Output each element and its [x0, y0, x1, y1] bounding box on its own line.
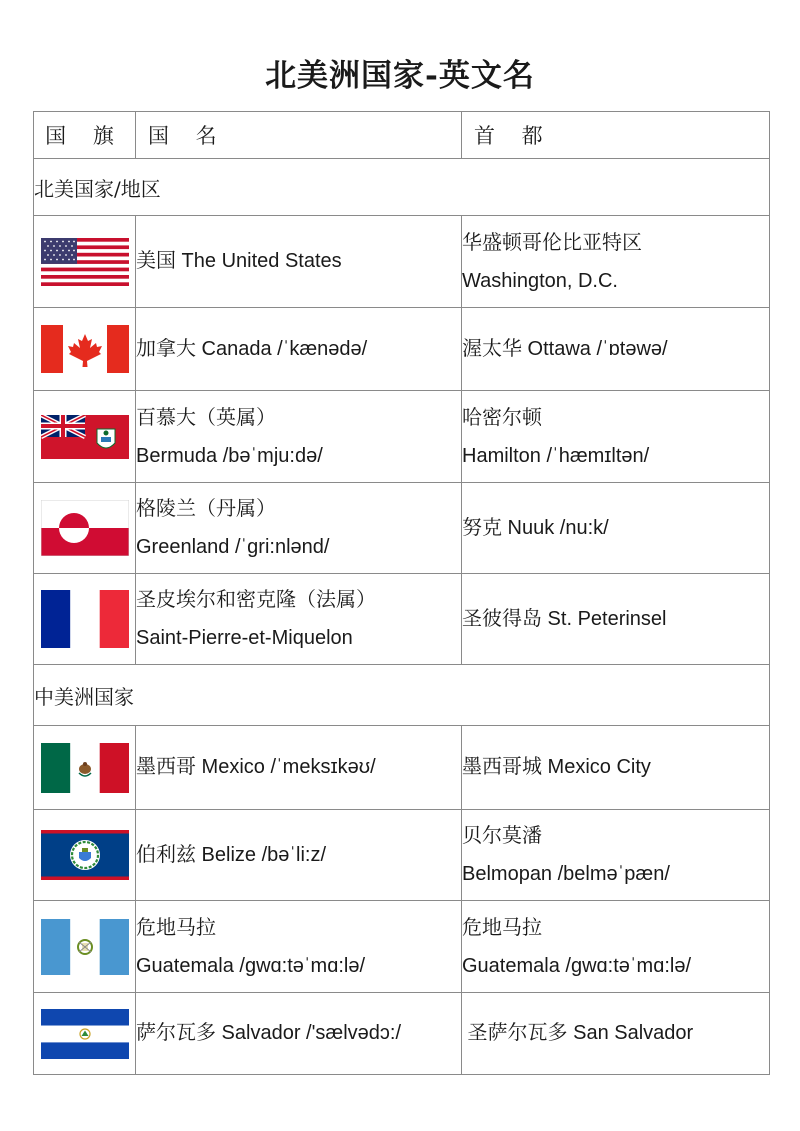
canada-flag-icon [41, 325, 129, 373]
country-name-en: Saint-Pierre-et-Miquelon [136, 627, 353, 649]
section-label: 中美洲国家 [34, 665, 770, 726]
belize-flag-icon [41, 830, 129, 880]
country-cell [136, 308, 462, 391]
capital-name-zh: 危地马拉 [462, 914, 542, 939]
capital-cell [462, 726, 770, 810]
flag-cell [34, 216, 136, 308]
capital-name: 墨西哥城 Mexico City [462, 756, 651, 778]
flag-cell [34, 483, 136, 574]
table-row [34, 993, 770, 1075]
flag-cell [34, 308, 136, 391]
capital-cell [462, 810, 770, 901]
flag-cell [34, 810, 136, 901]
table-row [34, 574, 770, 665]
guatemala-flag-icon [41, 919, 129, 975]
capital-name: 圣彼得岛 St. Peterinsel [462, 607, 667, 630]
el-salvador-flag-icon [41, 1009, 129, 1059]
capital-cell [462, 391, 770, 483]
capital-name-zh: 华盛顿哥伦比亚特区 [462, 229, 642, 254]
capital-name-zh: 贝尔莫潘 [462, 823, 542, 847]
capital-name: 渥太华 Ottawa /ˈɒtəwə/ [462, 337, 668, 360]
capital-cell [462, 308, 770, 391]
capital-cell [462, 216, 770, 308]
country-name: 美国 The United States [136, 250, 342, 272]
country-cell [136, 993, 462, 1075]
flag-cell [34, 726, 136, 810]
country-name-zh: 百慕大（英属） [136, 404, 276, 429]
country-cell [136, 810, 462, 901]
usa-flag-icon [41, 238, 129, 286]
table-row [34, 216, 770, 308]
section-row-north-america [34, 159, 770, 216]
country-name-zh: 格陵兰（丹属） [136, 496, 276, 520]
france-flag-icon [41, 590, 129, 648]
flag-cell [34, 391, 136, 483]
capital-name: 努克 Nuuk /nu:k/ [462, 516, 609, 539]
table-row [34, 483, 770, 574]
country-name-zh: 圣皮埃尔和密克隆（法属） [136, 587, 376, 611]
section-label: 北美国家/地区 [34, 159, 770, 216]
country-table [33, 111, 770, 1075]
table-row [34, 901, 770, 993]
section-row-central-america [34, 665, 770, 726]
table-row [34, 391, 770, 483]
country-cell [136, 216, 462, 308]
country-name-en: Greenland /ˈɡri:nlənd/ [136, 536, 330, 558]
mexico-flag-icon [41, 743, 129, 793]
capital-name: 圣萨尔瓦多 San Salvador [462, 1022, 694, 1044]
flag-cell [34, 574, 136, 665]
country-cell [136, 574, 462, 665]
country-cell [136, 483, 462, 574]
table-row [34, 308, 770, 391]
page-title: 北美洲国家-英文名 [265, 58, 535, 94]
country-name-en: Bermuda /bəˈmju:də/ [136, 444, 323, 467]
table-row [34, 810, 770, 901]
country-name: 加拿大 Canada /ˈkænədə/ [136, 337, 368, 360]
capital-name-en: Belmopan /belməˈpæn/ [462, 863, 670, 885]
capital-name-en: Guatemala /ɡwɑ:təˈmɑ:lə/ [462, 954, 691, 977]
flag-cell [34, 901, 136, 993]
capital-cell [462, 993, 770, 1075]
capital-cell [462, 574, 770, 665]
table-row [34, 726, 770, 810]
capital-cell [462, 483, 770, 574]
capital-name-zh: 哈密尔顿 [462, 404, 542, 429]
flag-cell [34, 993, 136, 1075]
country-cell [136, 726, 462, 810]
country-name: 墨西哥 Mexico /ˈmeksɪkəʊ/ [136, 756, 376, 778]
country-name-zh: 危地马拉 [136, 914, 216, 939]
header-flag: 国 旗 [34, 112, 136, 159]
capital-name-en: Washington, D.C. [462, 269, 618, 292]
bermuda-flag-icon [41, 415, 129, 459]
country-name-en: Guatemala /ɡwɑ:təˈmɑ:lə/ [136, 954, 365, 977]
country-cell [136, 901, 462, 993]
header-country: 国 名 [136, 112, 462, 159]
header-capital: 首 都 [462, 112, 770, 159]
capital-name-en: Hamilton /ˈhæmɪltən/ [462, 444, 650, 467]
country-cell [136, 391, 462, 483]
table-header-row [34, 112, 770, 159]
country-name: 萨尔瓦多 Salvador /'sælvədɔ:/ [136, 1022, 402, 1044]
capital-cell [462, 901, 770, 993]
greenland-flag-icon [41, 500, 129, 556]
country-name: 伯利兹 Belize /bəˈli:z/ [136, 843, 327, 866]
